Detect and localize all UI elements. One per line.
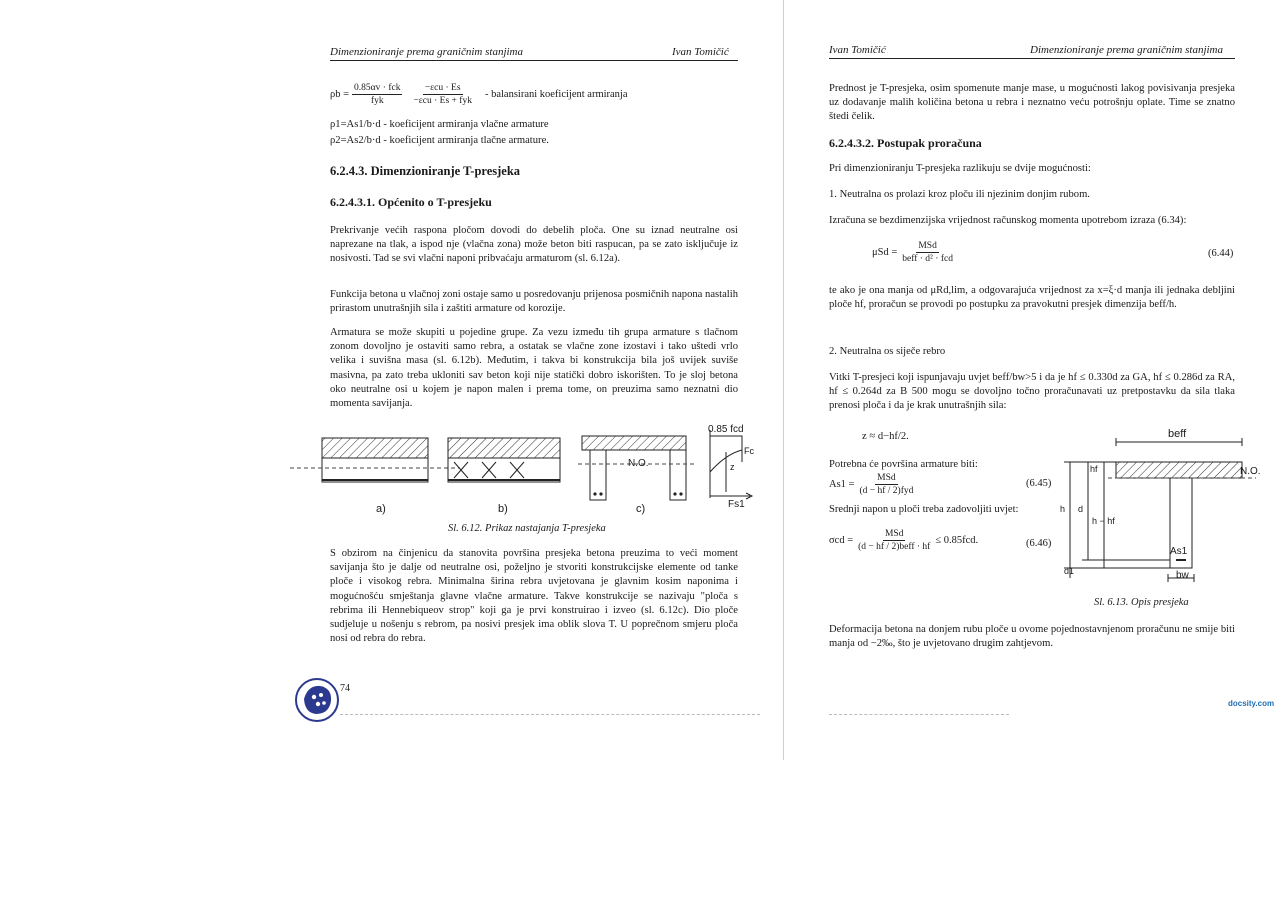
right-paragraph-5: Vitki T-presjeci koji ispunjavaju uvjet beff/bw>5 i da je hf ≤ 0.330d za GA, hf ≤ 0.286d za RA, hf ≤ 0.264d za B 500 mogu se dovoljno točno proračunavati uz pretpostavku da sila tlaka prenosi ploča i da je krak unutrašnjih sila: (829, 372, 1235, 412)
right-header-author: Ivan Tomičić (829, 44, 886, 56)
fig613-h-hf-label: h − hf (1092, 516, 1115, 526)
right-header-title: Dimenzioniranje prema graničnim stanjima (1030, 44, 1223, 56)
eq644-number: (6.44) (1208, 248, 1234, 259)
right-paragraph-3: Izračuna se bezdimenzijska vrijednost računskog momenta upotrebom izraza (6.34): (829, 215, 1187, 226)
docsity-watermark[interactable]: docsity.com (1228, 699, 1275, 708)
left-paragraph-3: Armatura se može skupiti u pojedine grupe. Za vezu između tih grupa armature s tlačnom zonom dovoljno je ostaviti samo rebra, a ostatak se vlačne zone izostavi i tako uštedi vrlo velika i suvišna masa (sl. 6.12b). Međutim, i takva bi konstrukcija bila još uvijek suviše masivna, pa zato treba ukloniti sav beton koji nije statički dobro iskorišten. To je sloj betona oko neutralne osi u kojem je napon malen i prema tome, on preuzima samo neznatni dio momenta savijanja. (330, 327, 738, 410)
eq646-rhs: ≤ 0.85fcd. (935, 535, 979, 546)
rho-b-label: ρb = (330, 89, 350, 100)
eq645-den: (d − hf / 2)fyd (859, 486, 914, 496)
right-paragraph-6: Potrebna će površina armature biti: (829, 459, 978, 470)
rho-b-den-1: fyk (370, 96, 384, 106)
figure-6-12 (290, 422, 760, 522)
fig612-label-c: c) (636, 503, 646, 515)
fig612-fs1-label: Fs1 (728, 499, 745, 510)
right-paragraph-7: Srednji napon u ploči treba zadovoljiti uvjet: (829, 504, 1019, 515)
fig612a-slab (290, 438, 460, 482)
fig612-caption: Sl. 6.12. Prikaz nastajanja T-presjeka (448, 523, 606, 534)
rho-b-description: - balansirani koeficijent armiranja (484, 89, 628, 100)
rho2-line: ρ2=As2/b·d - koeficijent armiranja tlačne armature. (330, 135, 549, 146)
rho-b-num-1: 0.85αv · fck (354, 83, 401, 93)
page-number: 74 (340, 683, 350, 694)
fig613-flange (1116, 462, 1242, 478)
right-paragraph-4: te ako je ona manja od μRd,lim, a odgovarajuća vrijednost za x=ξ·d manja ili jednaka debljini ploče hf, proračun se provodi po postupku za pravokutni presjek dimenzija beff/h. (829, 285, 1235, 311)
eq644-num: MSd (918, 241, 937, 251)
eq645-fraction (857, 472, 915, 497)
equation-6-46 (829, 528, 978, 553)
fig612-fcd-label: 0.85 fcd (708, 424, 744, 435)
fig612-label-b: b) (498, 503, 508, 515)
eq646-den: (d − hf / 2)beff · hf (858, 542, 931, 552)
publisher-logo (294, 677, 340, 723)
left-header-title: Dimenzioniranje prema graničnim stanjima (330, 46, 523, 58)
left-paragraph-4: S obzirom na činjenicu da stanovita površina presjeka betona preuzima to veći moment savijanja što je dalje od neutralne osi, poželjno je stvoriti konstrukcijske elemente od tanke ploče i visokog rebra. Minimalna širina rebra uvjetovana je glavnim kosim naponima i mogućnošću smještanja glavne vlačne armature. Takve konstrukcije se nazivaju "ploča s rebrima ili Hennebiqueov strop" koji ga je prvi konstruirao i izveo (sl. 6.12c). Dio ploče sudjeluje u nošenju s rebrom, pa nosivi presjek ima oblik slova T. U poprečnom smjeru ploča nosi od rebra do rebra. (330, 548, 738, 645)
fig613-as1-label: As1 (1170, 546, 1188, 557)
right-item-2: 2. Neutralna os siječe rebro (829, 346, 946, 357)
left-header-rule (330, 60, 738, 61)
eq646-number: (6.46) (1026, 538, 1052, 549)
page-gutter (783, 0, 784, 760)
rho-b-formula (330, 82, 628, 107)
fig613-bw-label: bw (1176, 570, 1189, 581)
left-paragraph-1: Prekrivanje većih raspona pločom dovodi do debelih ploča. One su iznad neutralne osi naprezane na tlak, a ispod nje (vlačna zona) može beton biti raspucan, pa se zato isključuje iz nosivosti. Tad se svi vlačni naponi pribvaćaju armaturom (sl. 6.12a). (330, 225, 738, 265)
fig612-neutral-axis: N.O. (628, 458, 649, 469)
equation-6-44 (872, 240, 955, 265)
rho-b-fraction-2 (411, 82, 474, 107)
eq644-fraction (900, 240, 955, 265)
eq644-lhs: μSd = (872, 247, 898, 258)
left-paragraph-2: Funkcija betona u vlačnoj zoni ostaje samo u posredovanju prijenosa posmičnih napona nastalih prirastom unutrašnjih sila i zaštiti armature od korozije. (330, 289, 738, 315)
subsection-title-right: 6.2.4.3.2. Postupak proračuna (829, 136, 982, 150)
right-item-1: 1. Neutralna os prolazi kroz ploču ili njezinim donjim rubom. (829, 189, 1090, 200)
eq645-lhs: As1 = (829, 479, 855, 490)
scan-noise-line (340, 714, 760, 716)
fig612-fc-label: Fc (744, 446, 754, 456)
subsection-title-left: 6.2.4.3.1. Općenito o T-presjeku (330, 195, 492, 209)
rho-b-den-2: −εcu · Es + fyk (413, 96, 472, 106)
fig613-d-label: d (1078, 504, 1084, 514)
rho-b-fraction-1 (352, 82, 402, 107)
eq645-number: (6.45) (1026, 478, 1052, 489)
fig613-beff-label: beff (1168, 428, 1187, 440)
eq646-fraction (856, 528, 932, 553)
fig613-d1-label: d1 (1064, 566, 1075, 576)
right-paragraph-2: Pri dimenzioniranju T-presjeka razlikuju se dvije mogućnosti: (829, 163, 1091, 174)
fig613-caption: Sl. 6.13. Opis presjeka (1094, 597, 1189, 608)
right-paragraph-1: Prednost je T-presjeka, osim spomenute manje mase, u mogućnosti lakog povisivanja presjeka uz dodavanje malih količina betona u rebra i neznatno veću potrošnju oplate. Time se znatno štedi čelik. (829, 83, 1235, 123)
eq646-lhs: σcd = (829, 535, 854, 546)
section-title: 6.2.4.3. Dimenzioniranje T-presjeka (330, 164, 521, 178)
fig613-neutral-axis: N.O. (1240, 466, 1261, 477)
right-paragraph-8: Deformacija betona na donjem rubu ploče u ovome pojednostavnjenom proračunu ne smije biti manja od −2‰, što je uvjetovano drugim zahtjevom. (829, 624, 1235, 650)
rho1-line: ρ1=As1/b·d - koeficijent armiranja vlačne armature (330, 119, 549, 130)
scan-noise-line-right (829, 714, 1009, 716)
left-header-author: Ivan Tomičić (672, 46, 729, 58)
eq644-den: beff · d² · fcd (902, 254, 953, 264)
fig613-h-label: h (1060, 504, 1066, 514)
fig612b-ribbed (448, 438, 560, 482)
fig612-label-a: a) (376, 503, 386, 515)
fig613-hf-label: hf (1090, 464, 1098, 474)
rho-b-num-2: −εcu · Es (424, 83, 461, 93)
equation-6-45 (829, 472, 915, 497)
right-header-rule (829, 58, 1235, 59)
eq646-num: MSd (884, 529, 904, 539)
fig612-z-label: z (730, 462, 735, 472)
figure-6-13 (1060, 428, 1280, 590)
eq645-num: MSd (877, 473, 896, 483)
equation-z: z ≈ d−hf/2. (862, 431, 909, 442)
